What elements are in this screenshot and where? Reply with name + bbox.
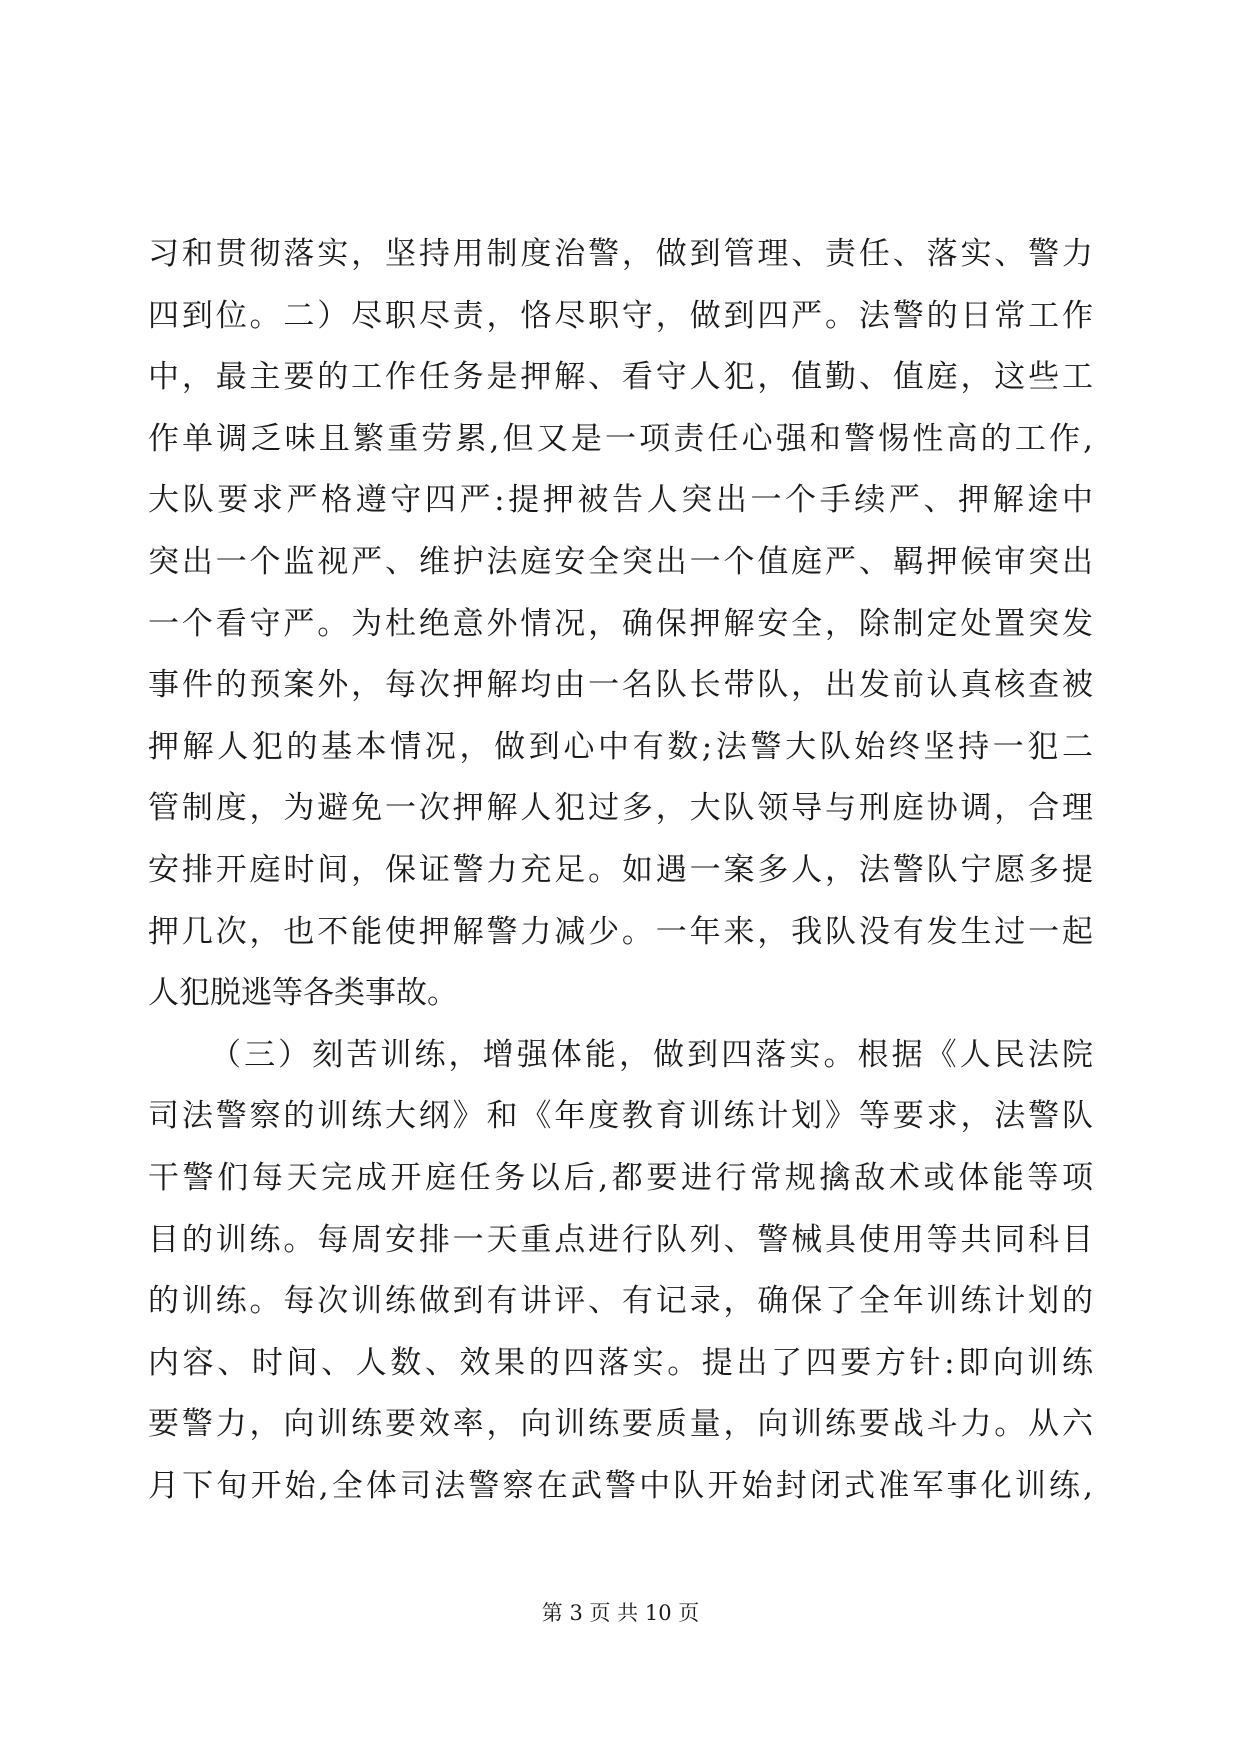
paragraph-start-line: （三）刻苦训练，增强体能，做到四落实。根据《人民法院 — [210, 1036, 1093, 1073]
text-line: 习和贯彻落实，坚持用制度治警，做到管理、责任、落实、警力 — [148, 236, 1093, 272]
text-line: 四到位。二）尽职尽责，恪尽职守，做到四严。法警的日常工作 — [148, 297, 1093, 334]
text-line: 管制度，为避免一次押解人犯过多，大队领导与刑庭协调，合理 — [148, 790, 1093, 827]
text-line: 干警们每天完成开庭任务以后,都要进行常规擒敌术或体能等项 — [148, 1159, 1093, 1196]
body-text — [148, 224, 1093, 1517]
text-line: 的训练。每次训练做到有讲评、有记录，确保了全年训练计划的 — [148, 1283, 1093, 1320]
text-line: 一个看守严。为杜绝意外情况，确保押解安全，除制定处置突发 — [148, 605, 1093, 642]
text-line: 押几次，也不能使押解警力减少。一年来，我队没有发生过一起 — [148, 913, 1093, 950]
text-line: 中，最主要的工作任务是押解、看守人犯，值勤、值庭，这些工 — [148, 359, 1093, 396]
page-number-footer: 第 3 页 共 10 页 — [541, 1601, 700, 1625]
text-line: 内容、时间、人数、效果的四落实。提出了四要方针:即向训练 — [148, 1344, 1093, 1381]
text-line: 安排开庭时间，保证警力充足。如遇一案多人，法警队宁愿多提 — [148, 851, 1093, 888]
text-line: 大队要求严格遵守四严:提押被告人突出一个手续严、押解途中 — [148, 482, 1093, 519]
text-line: 司法警察的训练大纲》和《年度教育训练计划》等要求，法警队 — [148, 1098, 1093, 1135]
text-line: 人犯脱逃等各类事故。 — [148, 975, 458, 1012]
text-line: 作单调乏味且繁重劳累,但又是一项责任心强和警惕性高的工作, — [148, 420, 1093, 457]
text-line: 突出一个监视严、维护法庭安全突出一个值庭严、羁押候审突出 — [148, 543, 1093, 580]
text-line: 要警力，向训练要效率，向训练要质量，向训练要战斗力。从六 — [148, 1406, 1093, 1443]
text-line: 目的训练。每周安排一天重点进行队列、警械具使用等共同科目 — [148, 1221, 1093, 1258]
text-line: 事件的预案外，每次押解均由一名队长带队，出发前认真核查被 — [148, 667, 1093, 704]
text-line: 月下旬开始,全体司法警察在武警中队开始封闭式准军事化训练, — [148, 1467, 1093, 1504]
text-line: 押解人犯的基本情况，做到心中有数;法警大队始终坚持一犯二 — [148, 728, 1093, 765]
